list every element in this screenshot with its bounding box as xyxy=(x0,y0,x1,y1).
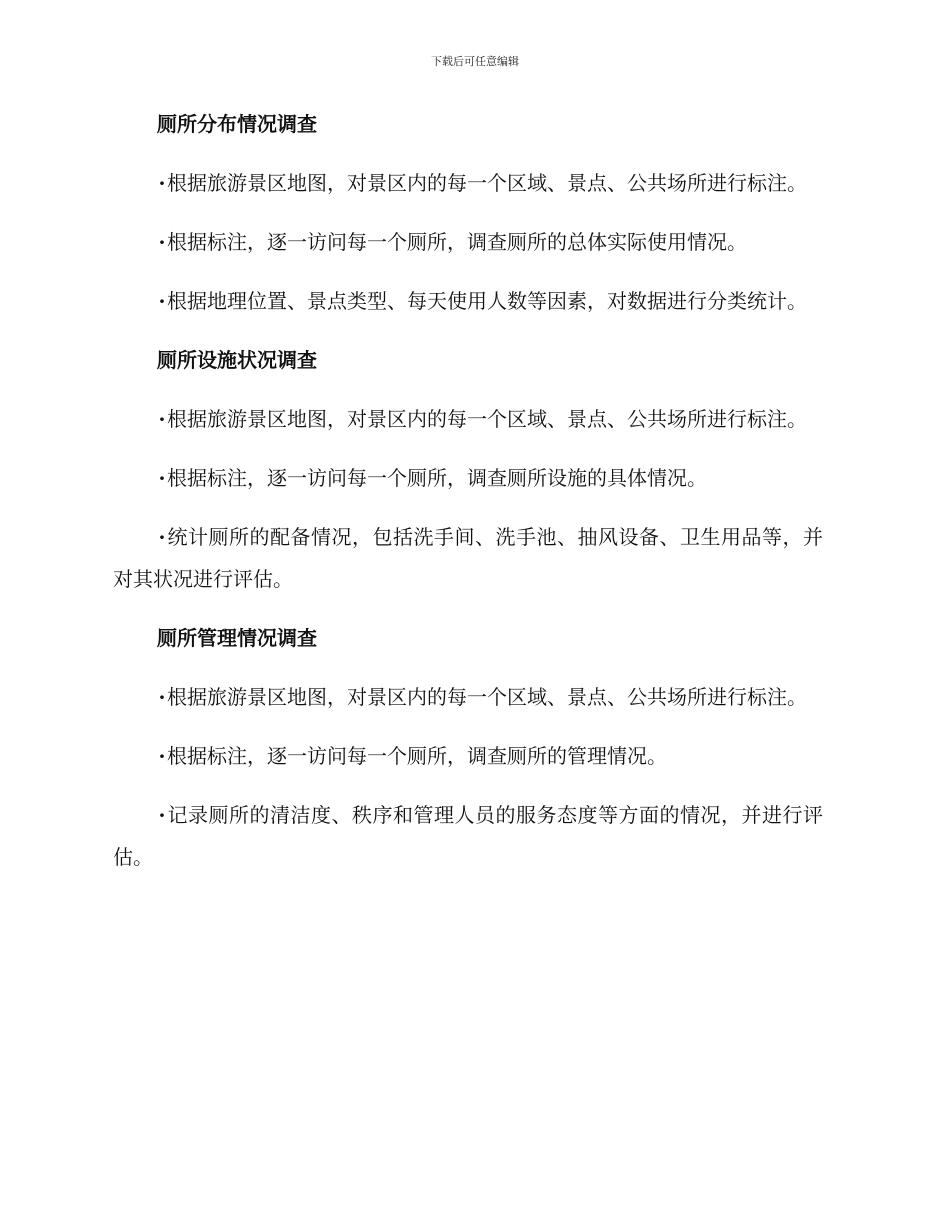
bullet-text: 记录厕所的清洁度、秩序和管理人员的服务态度等方面的情况，并进行评估。 xyxy=(113,803,823,869)
bullet-item xyxy=(113,162,823,204)
bullet-text: 根据标注，逐一访问每一个厕所，调查厕所的总体实际使用情况。 xyxy=(167,230,747,254)
bullet-item xyxy=(113,740,823,772)
bullet-dot-icon: · xyxy=(158,803,166,827)
bullet-text: 根据旅游景区地图，对景区内的每一个区域、景点、公共场所进行标注。 xyxy=(167,685,807,709)
bullet-item xyxy=(113,398,823,440)
bullet-item xyxy=(113,462,823,494)
page-header: 下载后可任意编辑 xyxy=(431,55,519,68)
bullet-dot-icon: · xyxy=(158,230,166,254)
bullet-text: 根据地理位置、景点类型、每天使用人数等因素，对数据进行分类统计。 xyxy=(167,289,807,313)
bullet-dot-icon: · xyxy=(158,171,166,195)
section-title: 厕所分布情况调查 xyxy=(157,112,317,136)
bullet-dot-icon: · xyxy=(158,466,166,490)
bullet-dot-icon: · xyxy=(158,525,166,549)
section-toilet-facilities xyxy=(113,344,823,600)
bullet-item xyxy=(113,516,823,600)
section-title: 厕所设施状况调查 xyxy=(157,348,317,372)
section-toilet-distribution xyxy=(113,108,823,322)
section-toilet-management xyxy=(113,622,823,878)
bullet-item xyxy=(113,280,823,322)
bullet-text: 根据标注，逐一访问每一个厕所，调查厕所的管理情况。 xyxy=(167,744,667,768)
bullet-dot-icon: · xyxy=(158,407,166,431)
bullet-item xyxy=(113,676,823,718)
section-title: 厕所管理情况调查 xyxy=(157,626,317,650)
bullet-text: 统计厕所的配备情况，包括洗手间、洗手池、抽风设备、卫生用品等，并对其状况进行评估。 xyxy=(113,525,823,591)
document-body xyxy=(113,108,823,900)
bullet-dot-icon: · xyxy=(158,289,166,313)
bullet-text: 根据旅游景区地图，对景区内的每一个区域、景点、公共场所进行标注。 xyxy=(167,171,807,195)
bullet-dot-icon: · xyxy=(158,685,166,709)
bullet-item xyxy=(113,794,823,878)
bullet-dot-icon: · xyxy=(158,744,166,768)
bullet-text: 根据旅游景区地图，对景区内的每一个区域、景点、公共场所进行标注。 xyxy=(167,407,807,431)
bullet-item xyxy=(113,226,823,258)
bullet-text: 根据标注，逐一访问每一个厕所，调查厕所设施的具体情况。 xyxy=(167,466,707,490)
